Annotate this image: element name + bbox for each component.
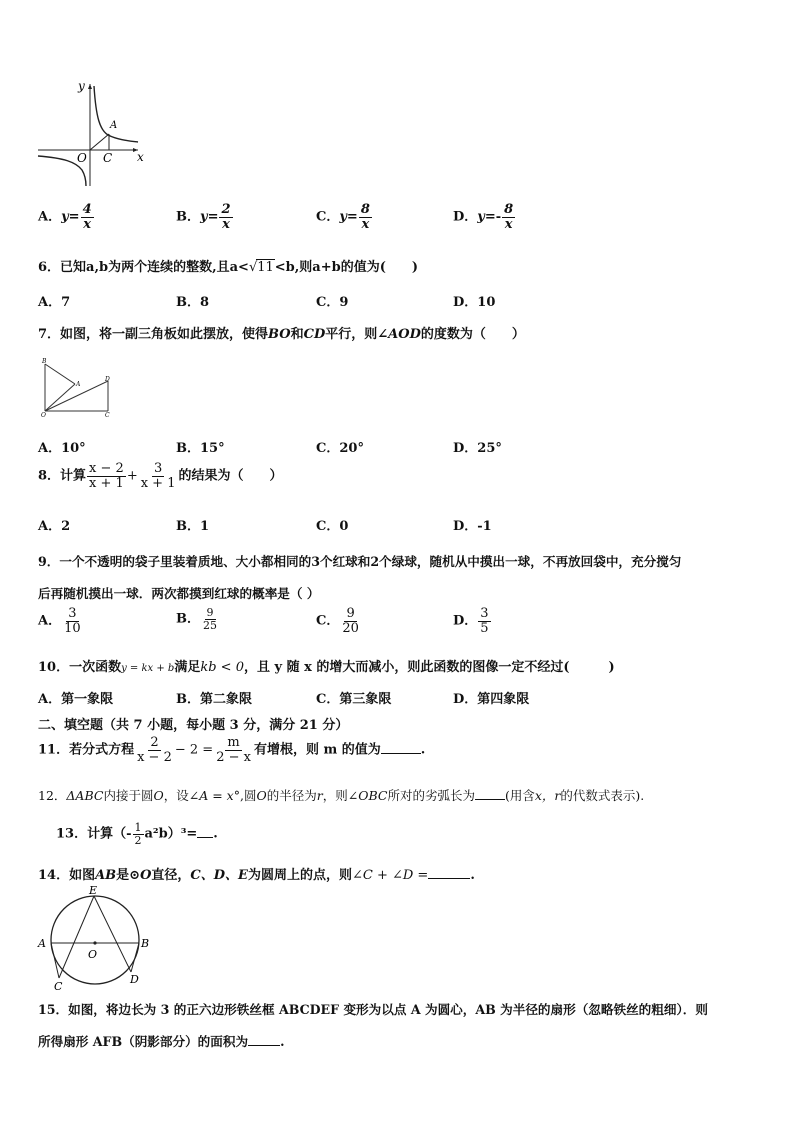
q11-den-1: x − 2: [137, 749, 172, 765]
q12-abc: ΔABC: [66, 788, 104, 803]
q9-option-b-num: 9: [206, 606, 214, 619]
q12-text-g: 所对的劣弧长为: [387, 788, 475, 803]
q7-tail: 的度数为（ ）: [420, 327, 525, 342]
q9-option-a-den: 10: [64, 620, 81, 636]
q11-answer-blank[interactable]: [381, 740, 421, 754]
q14-ab: AB: [95, 868, 117, 883]
q13-answer-blank[interactable]: [197, 824, 213, 838]
q13-num: 1: [134, 821, 142, 834]
q8-tail: 的结果为（ ）: [178, 468, 283, 484]
q9-option-c-label: C．: [316, 613, 340, 629]
q9-option-d-num: 3: [480, 606, 489, 621]
q8-plus: +: [126, 468, 138, 484]
q9-line-2: 后再随机摸出一球．两次都摸到红球的概率是（ ）: [38, 586, 320, 601]
q13-fraction: [133, 822, 144, 846]
q11-tail: 有增根，则 m 的值为: [253, 742, 381, 758]
q11-num-1: 2: [150, 735, 159, 750]
q8-option-d: D．-1: [453, 519, 492, 534]
q11-fraction-2: [214, 736, 253, 764]
q8-fraction-2: [139, 462, 178, 490]
q7-option-c: C．20°: [316, 441, 364, 456]
q12-text-a: 12．: [38, 788, 67, 803]
section-2-heading: 二、填空题（共 7 小题，每小题 3 分，满分 21 分）: [38, 718, 349, 733]
q5-option-d-num: 8: [504, 202, 514, 217]
question-11: [38, 736, 425, 764]
q9-option-c-fraction: [340, 607, 361, 635]
fig7-label-c: C: [105, 412, 110, 419]
fig5-label-c: C: [103, 151, 113, 165]
q12-text-e: 的半径为: [266, 788, 317, 803]
q8-pre: 8．计算: [38, 468, 87, 484]
q5-option-b-fraction: [219, 203, 232, 231]
fig7-label-a: A: [76, 381, 81, 388]
circle-figure: [36, 884, 156, 992]
q5-option-b-y: y: [200, 209, 208, 225]
q10-text-c: ，且 y 随 x 的增大而减小，则此函数的图像一定不经过( ): [243, 660, 615, 675]
q8-option-a: A．2: [38, 519, 71, 534]
q8-option-b: B．1: [176, 519, 210, 534]
q5-option-c-eq: =: [346, 209, 358, 225]
q5-option-d-fraction: [502, 203, 515, 231]
q11-mid: − 2 =: [174, 742, 214, 758]
q5-option-d: [453, 203, 516, 231]
q11-fraction-1: [135, 736, 174, 764]
fig5-label-x: x: [137, 150, 144, 164]
q15-line-1: 15．如图，将边长为 3 的正六边形铁丝框 ABCDEF 变形为以点 A 为圆心，AB 为半径的扇形（忽略铁丝的粗细）．则: [38, 1002, 708, 1017]
q6-text-b: <b,则a+b的值为( ): [274, 260, 418, 275]
q5-option-c-y: y: [339, 209, 347, 225]
q5-option-c-num: 8: [360, 202, 370, 217]
q7-and: 和: [290, 327, 304, 342]
q9-option-d-label: D．: [453, 613, 478, 629]
q11-pre: 11．若分式方程: [38, 742, 135, 758]
q5-option-d-eq: =: [484, 209, 496, 225]
q11-den-2: 2 − x: [216, 749, 251, 765]
question-8: [38, 462, 283, 490]
q6-text-a: 6．已知a,b为两个连续的整数,且a<: [38, 260, 249, 275]
fig14-label-c: C: [54, 980, 63, 992]
q9-option-d-fraction: [478, 607, 490, 635]
q5-option-d-den: x: [504, 216, 513, 232]
q5-option-b-label: B．: [176, 209, 200, 225]
q9-option-a-num: 3: [68, 606, 77, 621]
q8-den-1: x + 1: [89, 475, 124, 491]
q5-option-b: [176, 203, 234, 231]
q8-num-2: 3: [153, 461, 163, 476]
q15-line-2: [38, 1031, 284, 1050]
fig14-label-a: A: [38, 937, 46, 950]
fig14-label-e: E: [89, 884, 98, 897]
fig14-label-d: D: [130, 973, 139, 986]
q12-o2: O: [256, 788, 267, 803]
q12-answer-blank[interactable]: [475, 786, 505, 800]
q5-option-b-num: 2: [221, 202, 231, 217]
q10-option-c: C．第三象限: [316, 692, 392, 707]
q9-option-b-label: B．: [176, 611, 200, 627]
fig5-label-a: A: [110, 120, 118, 131]
fig7-label-b: B: [42, 358, 47, 365]
q6-option-b: B．8: [176, 295, 210, 310]
q5-option-d-y: y: [477, 209, 485, 225]
q14-cde: C、D、E: [190, 868, 248, 883]
q12-angle-a: ∠A = x°: [188, 788, 240, 803]
q14-text-d: 为圆周上的点，则: [247, 868, 352, 883]
q12-xr: x，r: [534, 788, 561, 803]
q12-text-c: ，设: [163, 788, 189, 803]
q12-text-f: ，则: [322, 788, 348, 803]
q12-text-b: 内接于圆: [103, 788, 154, 803]
q6-option-c: C．9: [316, 295, 349, 310]
q10-option-d: D．第四象限: [453, 692, 530, 707]
q13-pre: 13．计算（-: [56, 826, 132, 842]
q13-end: .: [213, 826, 218, 842]
question-10: [38, 656, 615, 675]
q8-option-c: C．0: [316, 519, 349, 534]
q5-option-a-num: 4: [82, 202, 92, 217]
q14-o: O: [140, 868, 152, 883]
q8-den-2: x + 1: [140, 475, 176, 491]
q7-option-b: B．15°: [176, 441, 225, 456]
question-13: [56, 822, 218, 846]
q14-text-c: 直径，: [151, 868, 191, 883]
triangle-figure: [38, 355, 118, 421]
q7-text-a: 7．如图，将一副三角板如此摆放，使得: [38, 327, 269, 342]
q5-option-d-label: D．: [453, 209, 478, 225]
q14-text-b: 是⊙: [116, 868, 141, 883]
q14-expr: ∠C + ∠D =: [351, 868, 429, 883]
q14-answer-blank[interactable]: [428, 865, 470, 879]
fig7-label-o: O: [41, 412, 46, 419]
fig7-label-d: D: [105, 376, 110, 383]
q9-option-d: [453, 607, 492, 635]
q12-obc: ∠OBC: [347, 788, 388, 803]
q9-option-b: [176, 607, 220, 631]
question-6: 6．已知a,b为两个连续的整数,且a<√11<b,则a+b的值为( ): [38, 260, 418, 275]
q5-option-c-fraction: [359, 203, 372, 231]
q8-num-1: x − 2: [89, 461, 124, 476]
q14-text-a: 14．如图: [38, 868, 96, 883]
q13-den: 2: [134, 833, 142, 847]
q15-end: .: [280, 1034, 285, 1049]
q9-option-c-num: 9: [346, 606, 355, 621]
q14-end: .: [470, 868, 475, 883]
q5-option-a-den: x: [83, 216, 91, 232]
q12-text-h: (用含: [504, 788, 535, 803]
q9-option-a-fraction: [62, 607, 83, 635]
q10-equation: y = kx + b: [121, 663, 175, 674]
q5-option-a-label: A．: [38, 209, 62, 225]
question-14: [38, 864, 475, 883]
q6-radicand: 11: [257, 260, 274, 275]
q7-option-d: D．25°: [453, 441, 502, 456]
q5-option-a: [38, 203, 95, 231]
fig5-label-o: O: [77, 151, 87, 165]
hyperbola-figure: [34, 78, 154, 190]
fig5-label-y: y: [78, 79, 85, 93]
q9-option-d-den: 5: [480, 620, 489, 636]
q5-option-b-eq: =: [207, 209, 219, 225]
q12-text-d: ,圆: [239, 788, 257, 803]
q10-text-b: 满足: [174, 660, 201, 675]
q5-option-d-neg: -: [495, 209, 502, 225]
q13-mid: a²b）³=: [144, 826, 198, 842]
q5-option-a-fraction: [81, 203, 94, 231]
q5-option-c: [316, 203, 373, 231]
q7-option-a: A．10°: [38, 441, 86, 456]
q15-line-2-text: 所得扇形 AFB（阴影部分）的面积为: [38, 1034, 249, 1049]
q11-end: .: [420, 742, 426, 758]
q9-option-b-den: 25: [203, 618, 217, 632]
q10-condition: kb < 0: [200, 660, 244, 675]
q5-option-c-den: x: [361, 216, 370, 232]
q9-option-c-den: 20: [342, 620, 359, 636]
q10-option-b: B．第二象限: [176, 692, 252, 707]
q9-option-b-fraction: [201, 607, 219, 631]
q7-cd: CD: [303, 327, 326, 342]
q7-bo: BO: [268, 327, 291, 342]
q12-text-i: 的代数式表示).: [560, 788, 645, 803]
q5-option-a-y: y: [61, 209, 69, 225]
fig14-label-b: B: [141, 937, 150, 950]
q15-answer-blank[interactable]: [248, 1032, 280, 1046]
q5-option-b-den: x: [222, 216, 230, 232]
q9-option-a-label: A．: [38, 613, 62, 629]
q7-par: 平行，则: [325, 327, 378, 342]
q6-option-a: A．7: [38, 295, 71, 310]
q12-o1: O: [153, 788, 164, 803]
q9-line-1: 9．一个不透明的袋子里装着质地、大小都相同的3个红球和2个绿球，随机从中摸出一球，不再放回袋中，充分搅匀: [38, 554, 682, 569]
q6-option-d: D．10: [453, 295, 496, 310]
q5-option-c-label: C．: [316, 209, 340, 225]
question-12: [38, 786, 644, 804]
q7-angle: ∠AOD: [377, 327, 421, 342]
q11-num-2: m: [227, 735, 240, 750]
q9-option-a: [38, 607, 84, 635]
q10-option-a: A．第一象限: [38, 692, 114, 707]
fig14-label-o: O: [88, 948, 98, 961]
q9-option-c: [316, 607, 362, 635]
q5-option-a-eq: =: [68, 209, 80, 225]
q8-fraction-1: [87, 462, 126, 490]
q12-r: r: [316, 788, 323, 803]
question-7: [38, 323, 525, 342]
q10-text-a: 10．一次函数: [38, 660, 122, 675]
